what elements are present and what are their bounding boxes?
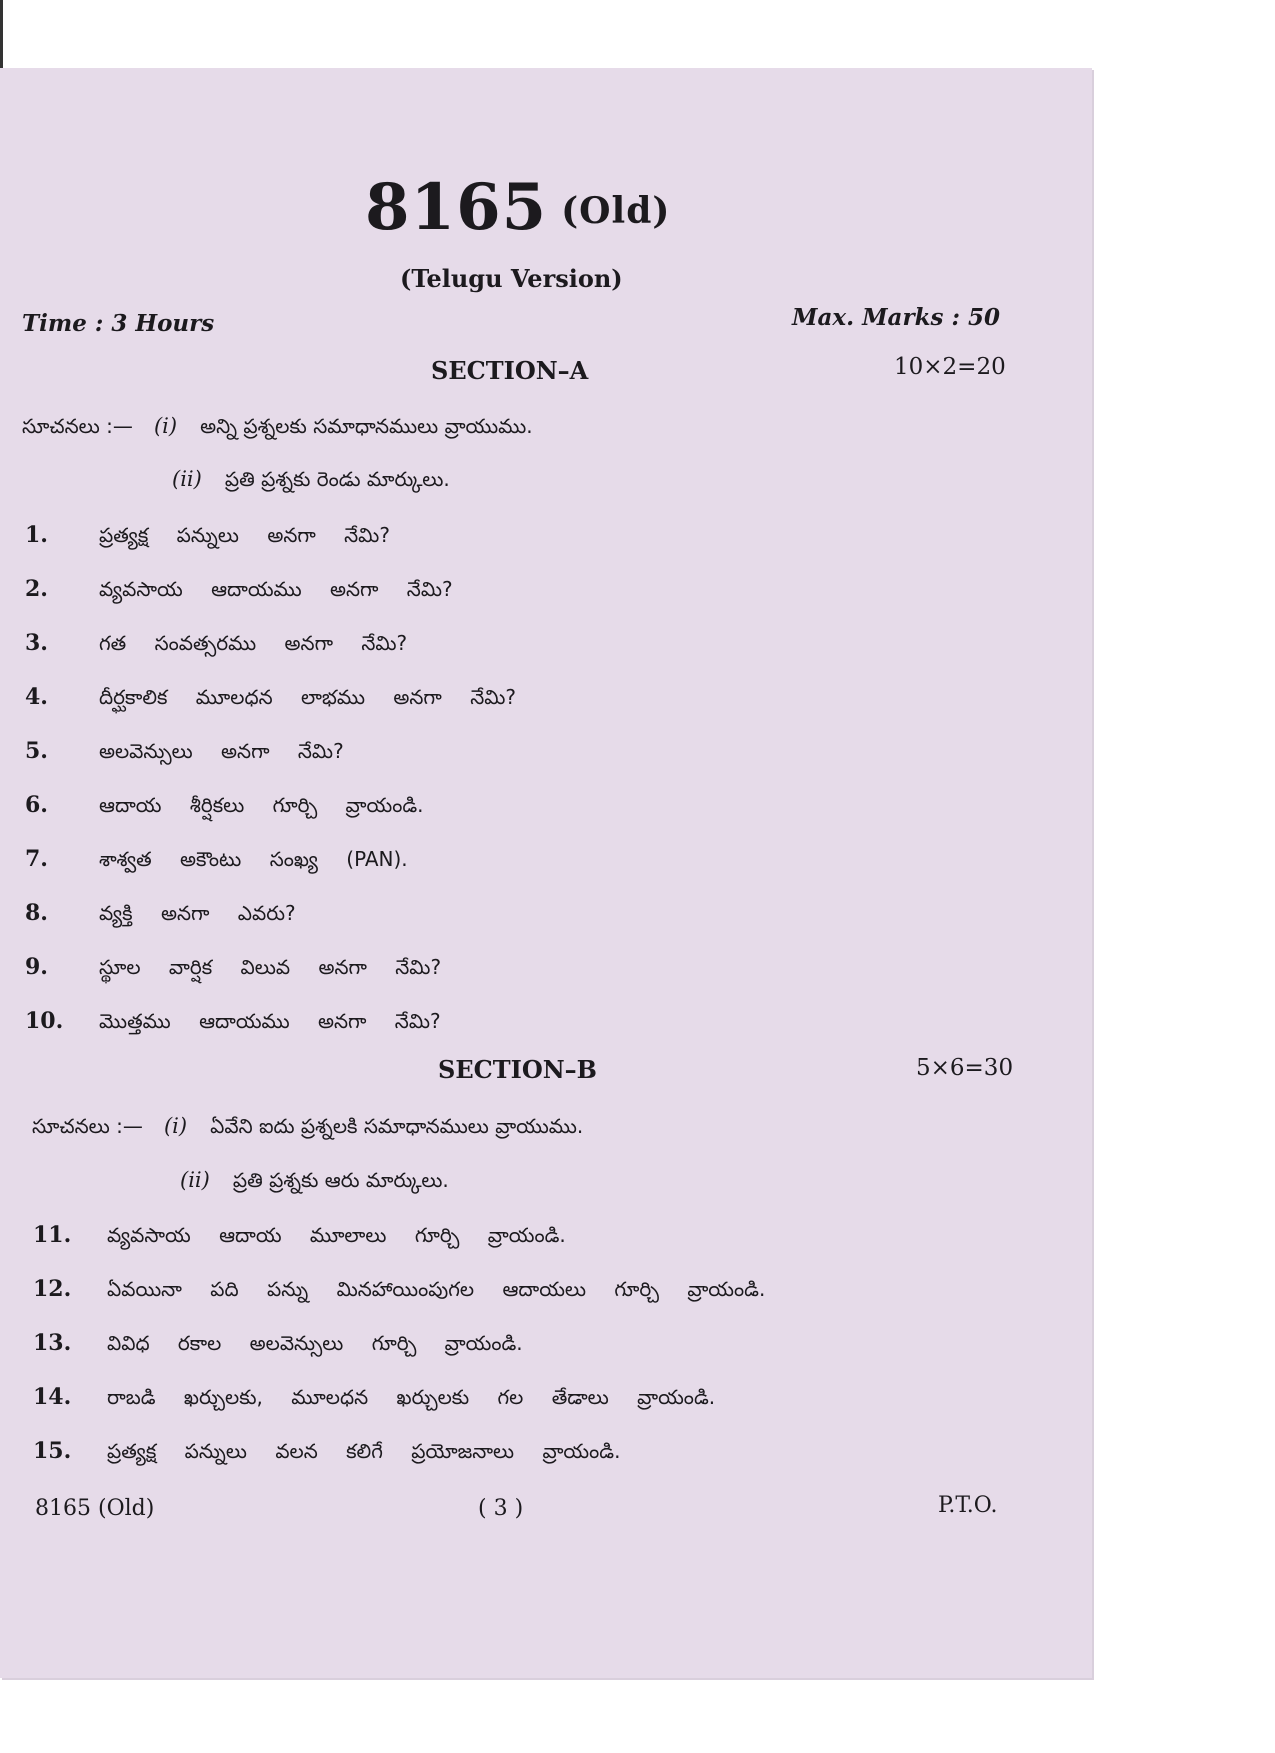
question-item [25, 846, 408, 876]
question-number: 4. [25, 684, 48, 710]
question-item [25, 1008, 441, 1038]
question-number: 14. [33, 1384, 72, 1410]
question-text: దీర్ఘకాలిక మూలధన లాభము అనగా నేమి? [99, 685, 517, 709]
question-number: 12. [33, 1276, 72, 1302]
paper-code-suffix: (Old) [561, 190, 671, 232]
question-number: 10. [25, 1008, 64, 1034]
question-number: 13. [33, 1330, 72, 1356]
footer-pto: P.T.O. [938, 1493, 998, 1518]
question-number: 15. [33, 1438, 72, 1464]
question-number: 7. [25, 846, 48, 872]
question-number: 8. [25, 900, 48, 926]
question-number: 6. [25, 792, 48, 818]
question-text: వ్యక్తి అనగా ఎవరు? [99, 901, 296, 925]
section-a-marks: 10×2=20 [894, 354, 1006, 380]
section-b-marks: 5×6=30 [916, 1055, 1014, 1081]
question-item [25, 738, 344, 768]
section-b-title: SECTION–B [438, 1055, 597, 1084]
instruction-text: ప్రతి ప్రశ్నకు ఆరు మార్కులు. [232, 1168, 449, 1192]
question-text: వ్యవసాయ ఆదాయ మూలాలు గూర్చి వ్రాయండి. [107, 1223, 566, 1247]
question-item [25, 630, 407, 660]
question-text: అలవెన్సులు అనగా నేమి? [99, 739, 344, 763]
question-text: గత సంవత్సరము అనగా నేమి? [99, 631, 408, 655]
question-item [33, 1330, 523, 1360]
question-number: 2. [25, 576, 48, 602]
question-item [33, 1222, 566, 1252]
instruction-text: ప్రతి ప్రశ్నకు రెండు మార్కులు. [224, 467, 450, 491]
instruction-number: (i) [153, 414, 178, 438]
section-a-title: SECTION–A [431, 356, 589, 385]
instruction-number: (i) [163, 1114, 188, 1138]
question-text: రాబడి ఖర్చులకు, మూలధన ఖర్చులకు గల తేడాలు వ్రాయండి. [107, 1385, 716, 1409]
question-item [33, 1438, 620, 1468]
section-a-instruction-1 [22, 414, 533, 443]
exam-time: Time : 3 Hours [22, 310, 215, 337]
question-item [33, 1276, 765, 1306]
question-text: వివిధ రకాల అలవెన్సులు గూర్చి వ్రాయండి. [107, 1331, 523, 1355]
question-text: స్థూల వార్షిక విలువ అనగా నేమి? [99, 955, 442, 979]
footer-paper-code: 8165 (Old) [35, 1496, 155, 1521]
paper-code-heading [365, 170, 670, 245]
question-item [25, 792, 424, 822]
question-item [25, 522, 390, 552]
question-number: 3. [25, 630, 48, 656]
question-text: ఏవయినా పది పన్ను మినహాయింపుగల ఆదాయలు గూర్చి వ్రాయండి. [107, 1277, 766, 1301]
section-b-instruction-2 [180, 1168, 449, 1197]
question-text: వ్యవసాయ ఆదాయము అనగా నేమి? [99, 577, 453, 601]
question-number: 5. [25, 738, 48, 764]
question-text: ప్రత్యక్ష పన్నులు అనగా నేమి? [99, 523, 390, 547]
question-item [25, 576, 453, 606]
instruction-number: (ii) [172, 467, 202, 491]
question-item [25, 954, 441, 984]
instruction-text: అన్ని ప్రశ్నలకు సమాధానములు వ్రాయుము. [200, 414, 533, 438]
question-text: శాశ్వత అకౌంటు సంఖ్య (PAN). [99, 847, 408, 871]
section-a-instructions-label: సూచనలు :— [22, 414, 133, 438]
question-item [33, 1384, 715, 1414]
question-number: 9. [25, 954, 48, 980]
instruction-number: (ii) [180, 1168, 210, 1192]
question-number: 11. [33, 1222, 72, 1248]
max-marks: Max. Marks : 50 [792, 304, 1000, 331]
question-text: ప్రత్యక్ష పన్నులు వలన కలిగే ప్రయోజనాలు వ్రాయండి. [107, 1439, 621, 1463]
question-item [25, 684, 516, 714]
question-item [25, 900, 296, 930]
paper-code: 8165 [365, 170, 548, 245]
question-text: ఆదాయ శీర్షికలు గూర్చి వ్రాయండి. [99, 793, 424, 817]
footer-page-number: ( 3 ) [478, 1496, 524, 1521]
section-b-instructions-label: సూచనలు :— [32, 1114, 143, 1138]
question-number: 1. [25, 522, 48, 548]
section-b-instruction-1 [32, 1114, 583, 1143]
instruction-text: ఏవేని ఐదు ప్రశ్నలకి సమాధానములు వ్రాయుము. [210, 1114, 584, 1138]
question-text: మొత్తము ఆదాయము అనగా నేమి? [99, 1009, 441, 1033]
paper-version: (Telugu Version) [400, 264, 623, 293]
section-a-instruction-2 [172, 467, 450, 496]
